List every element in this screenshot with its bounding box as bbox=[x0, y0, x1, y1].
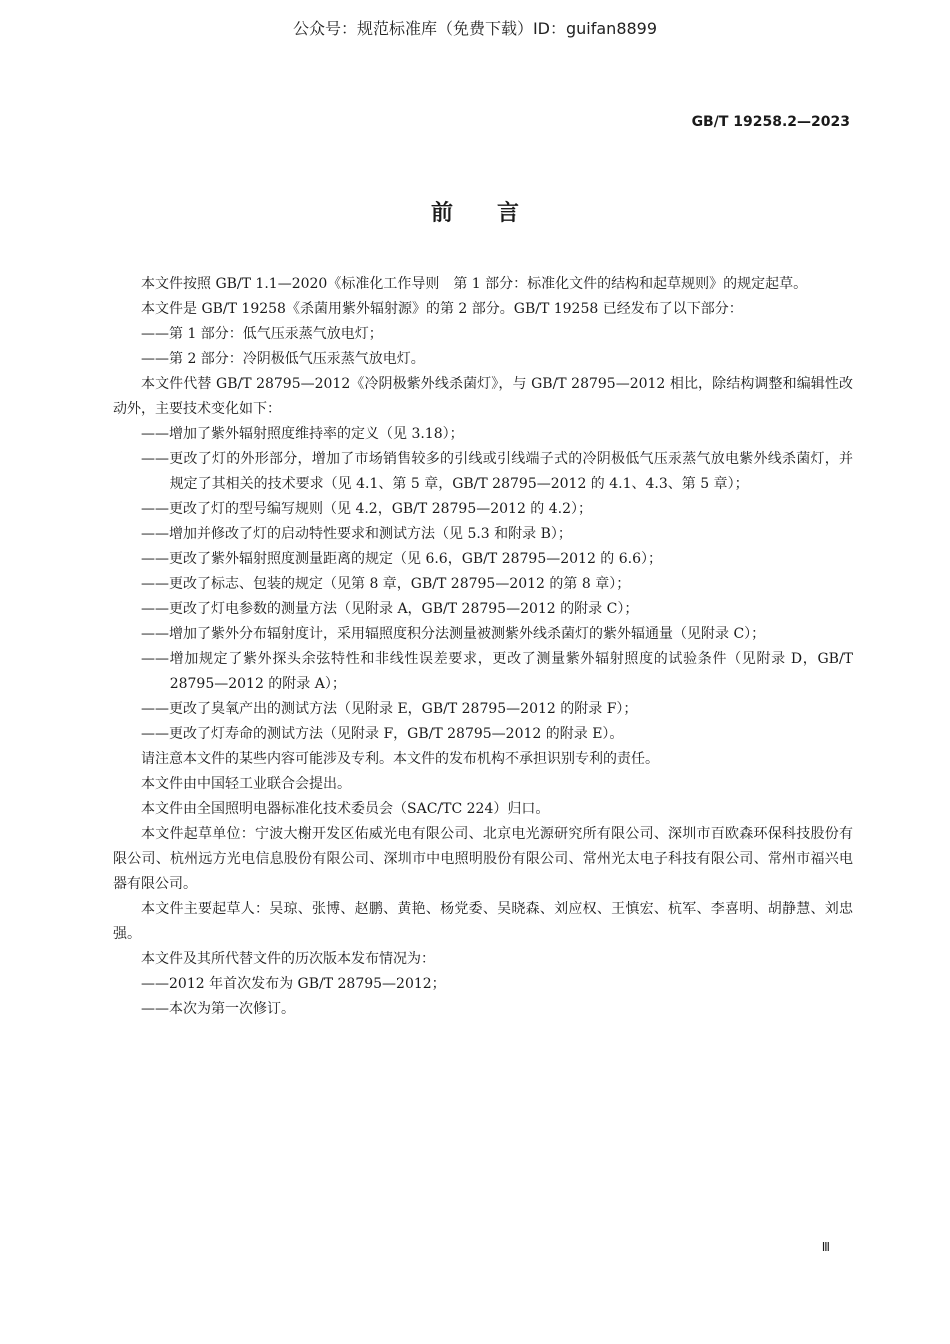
list-item: ——更改了紫外辐射照度测量距离的规定（见 6.6，GB/T 28795—2012 的 6.6）； bbox=[141, 551, 663, 567]
list-item: ——增加了紫外辐射照度维持率的定义（见 3.18）； bbox=[141, 426, 464, 442]
foreword-body bbox=[113, 272, 853, 1022]
list-item: ——第 2 部分：冷阴极低气压汞蒸气放电灯。 bbox=[141, 351, 425, 367]
page-number: Ⅲ bbox=[821, 1240, 830, 1254]
list-item: ——2012 年首次发布为 GB/T 28795—2012； bbox=[141, 976, 446, 992]
paragraph: 本文件按照 GB/T 1.1—2020《标准化工作导则 第 1 部分：标准化文件的结构和起草规则》的规定起草。 bbox=[141, 276, 808, 292]
paragraph: 本文件代替 GB/T 28795—2012《冷阴极紫外线杀菌灯》，与 GB/T 28795—2012 相比，除结构调整和编辑性改动外，主要技术变化如下： bbox=[113, 376, 853, 417]
paragraph: 本文件及其所代替文件的历次版本发布情况为： bbox=[141, 951, 435, 967]
list-item: ——更改了灯电参数的测量方法（见附录 A，GB/T 28795—2012 的附录 C）； bbox=[141, 601, 639, 617]
list-item: ——增加规定了紫外探头余弦特性和非线性误差要求，更改了测量紫外辐射照度的试验条件（见附录 D，GB/T 28795—2012 的附录 A）； bbox=[141, 651, 853, 692]
paragraph: 本文件由全国照明电器标准化技术委员会（SAC/TC 224）归口。 bbox=[141, 801, 550, 817]
list-item: ——更改了臭氧产出的测试方法（见附录 E，GB/T 28795—2012 的附录 F）； bbox=[141, 701, 638, 717]
list-item: ——第 1 部分：低气压汞蒸气放电灯； bbox=[141, 326, 383, 342]
list-item: ——更改了灯寿命的测试方法（见附录 F，GB/T 28795—2012 的附录 E）。 bbox=[141, 726, 624, 742]
list-item: ——增加了紫外分布辐射度计，采用辐照度积分法测量被测紫外线杀菌灯的紫外辐通量（见附录 C）； bbox=[141, 626, 766, 642]
list-item: ——本次为第一次修订。 bbox=[141, 1001, 295, 1017]
page-title: 前言 bbox=[430, 201, 563, 226]
list-item: ——更改了标志、包装的规定（见第 8 章，GB/T 28795—2012 的第 8 章）； bbox=[141, 576, 631, 592]
paragraph: 本文件由中国轻工业联合会提出。 bbox=[141, 776, 351, 792]
header-banner: 公众号：规范标准库（免费下载）ID：guifan8899 bbox=[292, 19, 658, 38]
list-item: ——更改了灯的型号编写规则（见 4.2，GB/T 28795—2012 的 4.2）； bbox=[141, 501, 593, 517]
paragraph: 请注意本文件的某些内容可能涉及专利。本文件的发布机构不承担识别专利的责任。 bbox=[141, 751, 659, 767]
list-item: ——更改了灯的外形部分，增加了市场销售较多的引线或引线端子式的冷阴极低气压汞蒸气放电紫外线杀菌灯，并规定了其相关的技术要求（见 4.1、第 5 章，GB/T 28795—2012 的 4.1、4.3、第 5 章）； bbox=[141, 451, 853, 492]
standard-number: GB/T 19258.2—2023 bbox=[691, 114, 850, 130]
paragraph: 本文件主要起草人：吴琼、张博、赵鹏、黄艳、杨党委、吴晓森、刘应权、王慎宏、杭军、李喜明、胡静慧、刘忠强。 bbox=[113, 901, 853, 942]
list-item: ——增加并修改了灯的启动特性要求和测试方法（见 5.3 和附录 B）； bbox=[141, 526, 572, 542]
paragraph: 本文件起草单位：宁波大榭开发区佑威光电有限公司、北京电光源研究所有限公司、深圳市百欧森环保科技股份有限公司、杭州远方光电信息股份有限公司、深圳市中电照明股份有限公司、常州光太电子科技有限公司、常州市福兴电器有限公司。 bbox=[113, 826, 853, 892]
paragraph: 本文件是 GB/T 19258《杀菌用紫外辐射源》的第 2 部分。GB/T 19258 已经发布了以下部分： bbox=[141, 301, 743, 317]
